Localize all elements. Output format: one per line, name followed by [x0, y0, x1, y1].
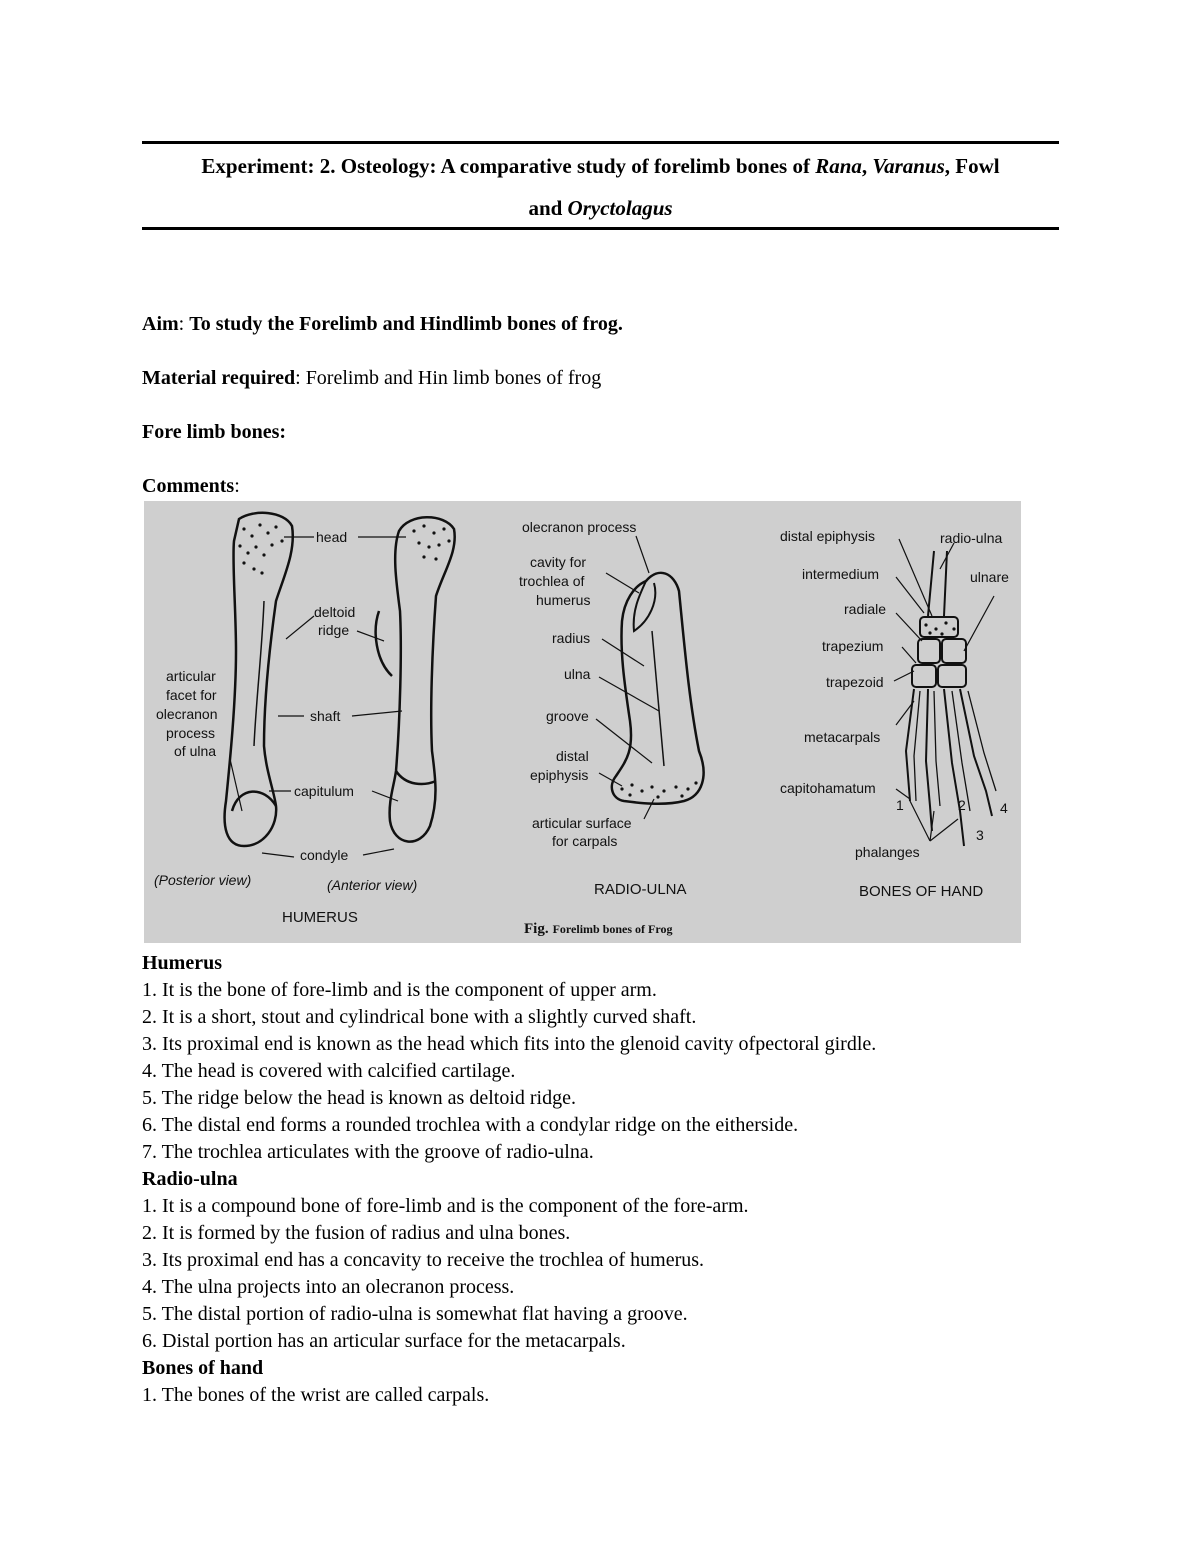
label-olecranon: olecranon	[156, 706, 218, 722]
aim-label: Aim	[142, 313, 179, 335]
list-item: 1. The bones of the wrist are called carpals.	[142, 1384, 490, 1406]
label-condyle: condyle	[300, 847, 349, 863]
list-item: 4. The head is covered with calcified cartilage.	[142, 1060, 516, 1082]
label-metacarpals: metacarpals	[804, 729, 881, 745]
list-item: 7. The trochlea articulates with the groove of radio-ulna.	[142, 1141, 594, 1163]
humerus-posterior	[225, 513, 293, 846]
label-cavity-for: cavity for	[530, 554, 587, 570]
title-rana: Rana	[815, 154, 862, 178]
label-epiphysis: epiphysis	[530, 767, 589, 783]
humerus-posterior-head-dots	[238, 523, 283, 574]
bottom-rule	[142, 227, 1059, 230]
label-shaft: shaft	[310, 708, 341, 724]
material-colon: :	[295, 367, 306, 389]
list-item: 4. The ulna projects into an olecranon process.	[142, 1276, 515, 1298]
title-oryctolagus: Oryctolagus	[567, 196, 673, 220]
fore-limb-heading: Fore limb bones:	[142, 421, 287, 443]
label-radiale: radiale	[844, 601, 887, 617]
label-distal-epiphysis: distal epiphysis	[780, 528, 875, 544]
digit-2: 2	[958, 797, 966, 813]
humerus-leaders	[230, 537, 406, 857]
label-humerus: humerus	[536, 592, 591, 608]
list-item: 2. It is a short, stout and cylindrical bone with a slightly curved shaft.	[142, 1006, 697, 1028]
label-articular-surface: articular surface	[532, 815, 632, 831]
label-distal: distal	[556, 748, 589, 764]
articular-facet-label	[156, 668, 218, 759]
label-process: process	[166, 725, 216, 741]
digit-4: 4	[1000, 800, 1008, 816]
list-item: 5. The distal portion of radio-ulna is somewhat flat having a groove.	[142, 1303, 688, 1325]
label-head: head	[316, 529, 348, 545]
humerus-anterior	[376, 517, 455, 841]
description-sections	[142, 950, 1062, 1409]
figure-caption	[524, 921, 672, 937]
radio-ulna-dots	[620, 781, 697, 798]
posterior-view-label: (Posterior view)	[154, 872, 252, 888]
list-item: 1. It is a compound bone of fore-limb and is the component of the fore-arm.	[142, 1195, 749, 1217]
hand-caption: BONES OF HAND	[859, 883, 984, 900]
title-fowl: , Fowl	[944, 154, 1000, 178]
aim-colon: :	[178, 313, 190, 335]
radio-ulna-caption: RADIO-ULNA	[594, 881, 687, 898]
list-item: 6. The distal end forms a rounded trochlea with a condylar ridge on the eitherside.	[142, 1114, 799, 1136]
bones-of-hand-heading: Bones of hand	[142, 1357, 264, 1379]
digit-3: 3	[976, 827, 984, 843]
label-trochlea-of: trochlea of	[519, 573, 585, 589]
list-item: 6. Distal portion has an articular surface for the metacarpals.	[142, 1330, 626, 1352]
label-trapezium: trapezium	[822, 638, 884, 654]
title-text: Experiment: 2. Osteology: A comparative study of forelimb bones of	[201, 154, 816, 178]
label-deltoid: deltoid	[314, 604, 356, 620]
anterior-view-label: (Anterior view)	[327, 877, 418, 893]
label-ulnare: ulnare	[970, 569, 1009, 585]
fig-caption-text: Forelimb bones of Frog	[552, 922, 673, 936]
digit-1: 1	[896, 797, 904, 813]
hand-carpal-dots	[924, 621, 955, 635]
label-ulna: ulna	[564, 666, 591, 682]
comments-label: Comments	[142, 475, 235, 497]
label-facet-for: facet for	[166, 687, 217, 703]
radio-ulna-heading: Radio-ulna	[142, 1168, 238, 1190]
aim-line	[142, 313, 623, 336]
list-item: 3. Its proximal end is known as the head which fits into the glenoid cavity ofpectoral girdle.	[142, 1033, 877, 1055]
label-radio-ulna: radio-ulna	[940, 530, 1003, 546]
hand-bones	[906, 551, 996, 846]
label-radius: radius	[552, 630, 591, 646]
label-groove: groove	[546, 708, 589, 724]
list-item: 2. It is formed by the fusion of radius and ulna bones.	[142, 1222, 571, 1244]
humerus-anterior-head-dots	[412, 524, 450, 560]
comments-line	[142, 475, 240, 498]
humerus-caption: HUMERUS	[282, 909, 358, 926]
aim-text: To study the Forelimb and Hindlimb bones of frog.	[189, 313, 623, 335]
title-and: and	[528, 196, 568, 220]
label-trapezoid: trapezoid	[826, 674, 884, 690]
label-ridge: ridge	[318, 622, 350, 638]
forelimb-figure	[144, 501, 1021, 943]
label-capitulum: capitulum	[294, 783, 354, 799]
top-rule	[142, 141, 1059, 144]
label-of-ulna: of ulna	[174, 743, 217, 759]
label-articular: articular	[166, 668, 216, 684]
radio-ulna-bone	[612, 573, 704, 804]
list-item: 3. Its proximal end has a concavity to receive the trochlea of humerus.	[142, 1249, 705, 1271]
label-intermedium: intermedium	[802, 566, 880, 582]
material-line	[142, 367, 601, 390]
list-item: 1. It is the bone of fore-limb and is the component of upper arm.	[142, 979, 657, 1001]
label-for-carpals: for carpals	[552, 833, 618, 849]
comments-colon: :	[234, 475, 240, 497]
title-sep: ,	[861, 154, 873, 178]
label-capitohamatum: capitohamatum	[780, 780, 876, 796]
fig-prefix: Fig.	[524, 921, 549, 937]
material-label: Material required	[142, 367, 296, 389]
material-text: Forelimb and Hin limb bones of frog	[305, 367, 602, 389]
label-olecranon-process: olecranon process	[522, 519, 637, 535]
list-item: 5. The ridge below the head is known as deltoid ridge.	[142, 1087, 576, 1109]
figure-drawing	[144, 501, 1021, 943]
page-title	[142, 145, 1059, 229]
label-phalanges: phalanges	[855, 844, 920, 860]
humerus-heading: Humerus	[142, 952, 222, 974]
title-varanus: Varanus	[872, 154, 945, 178]
